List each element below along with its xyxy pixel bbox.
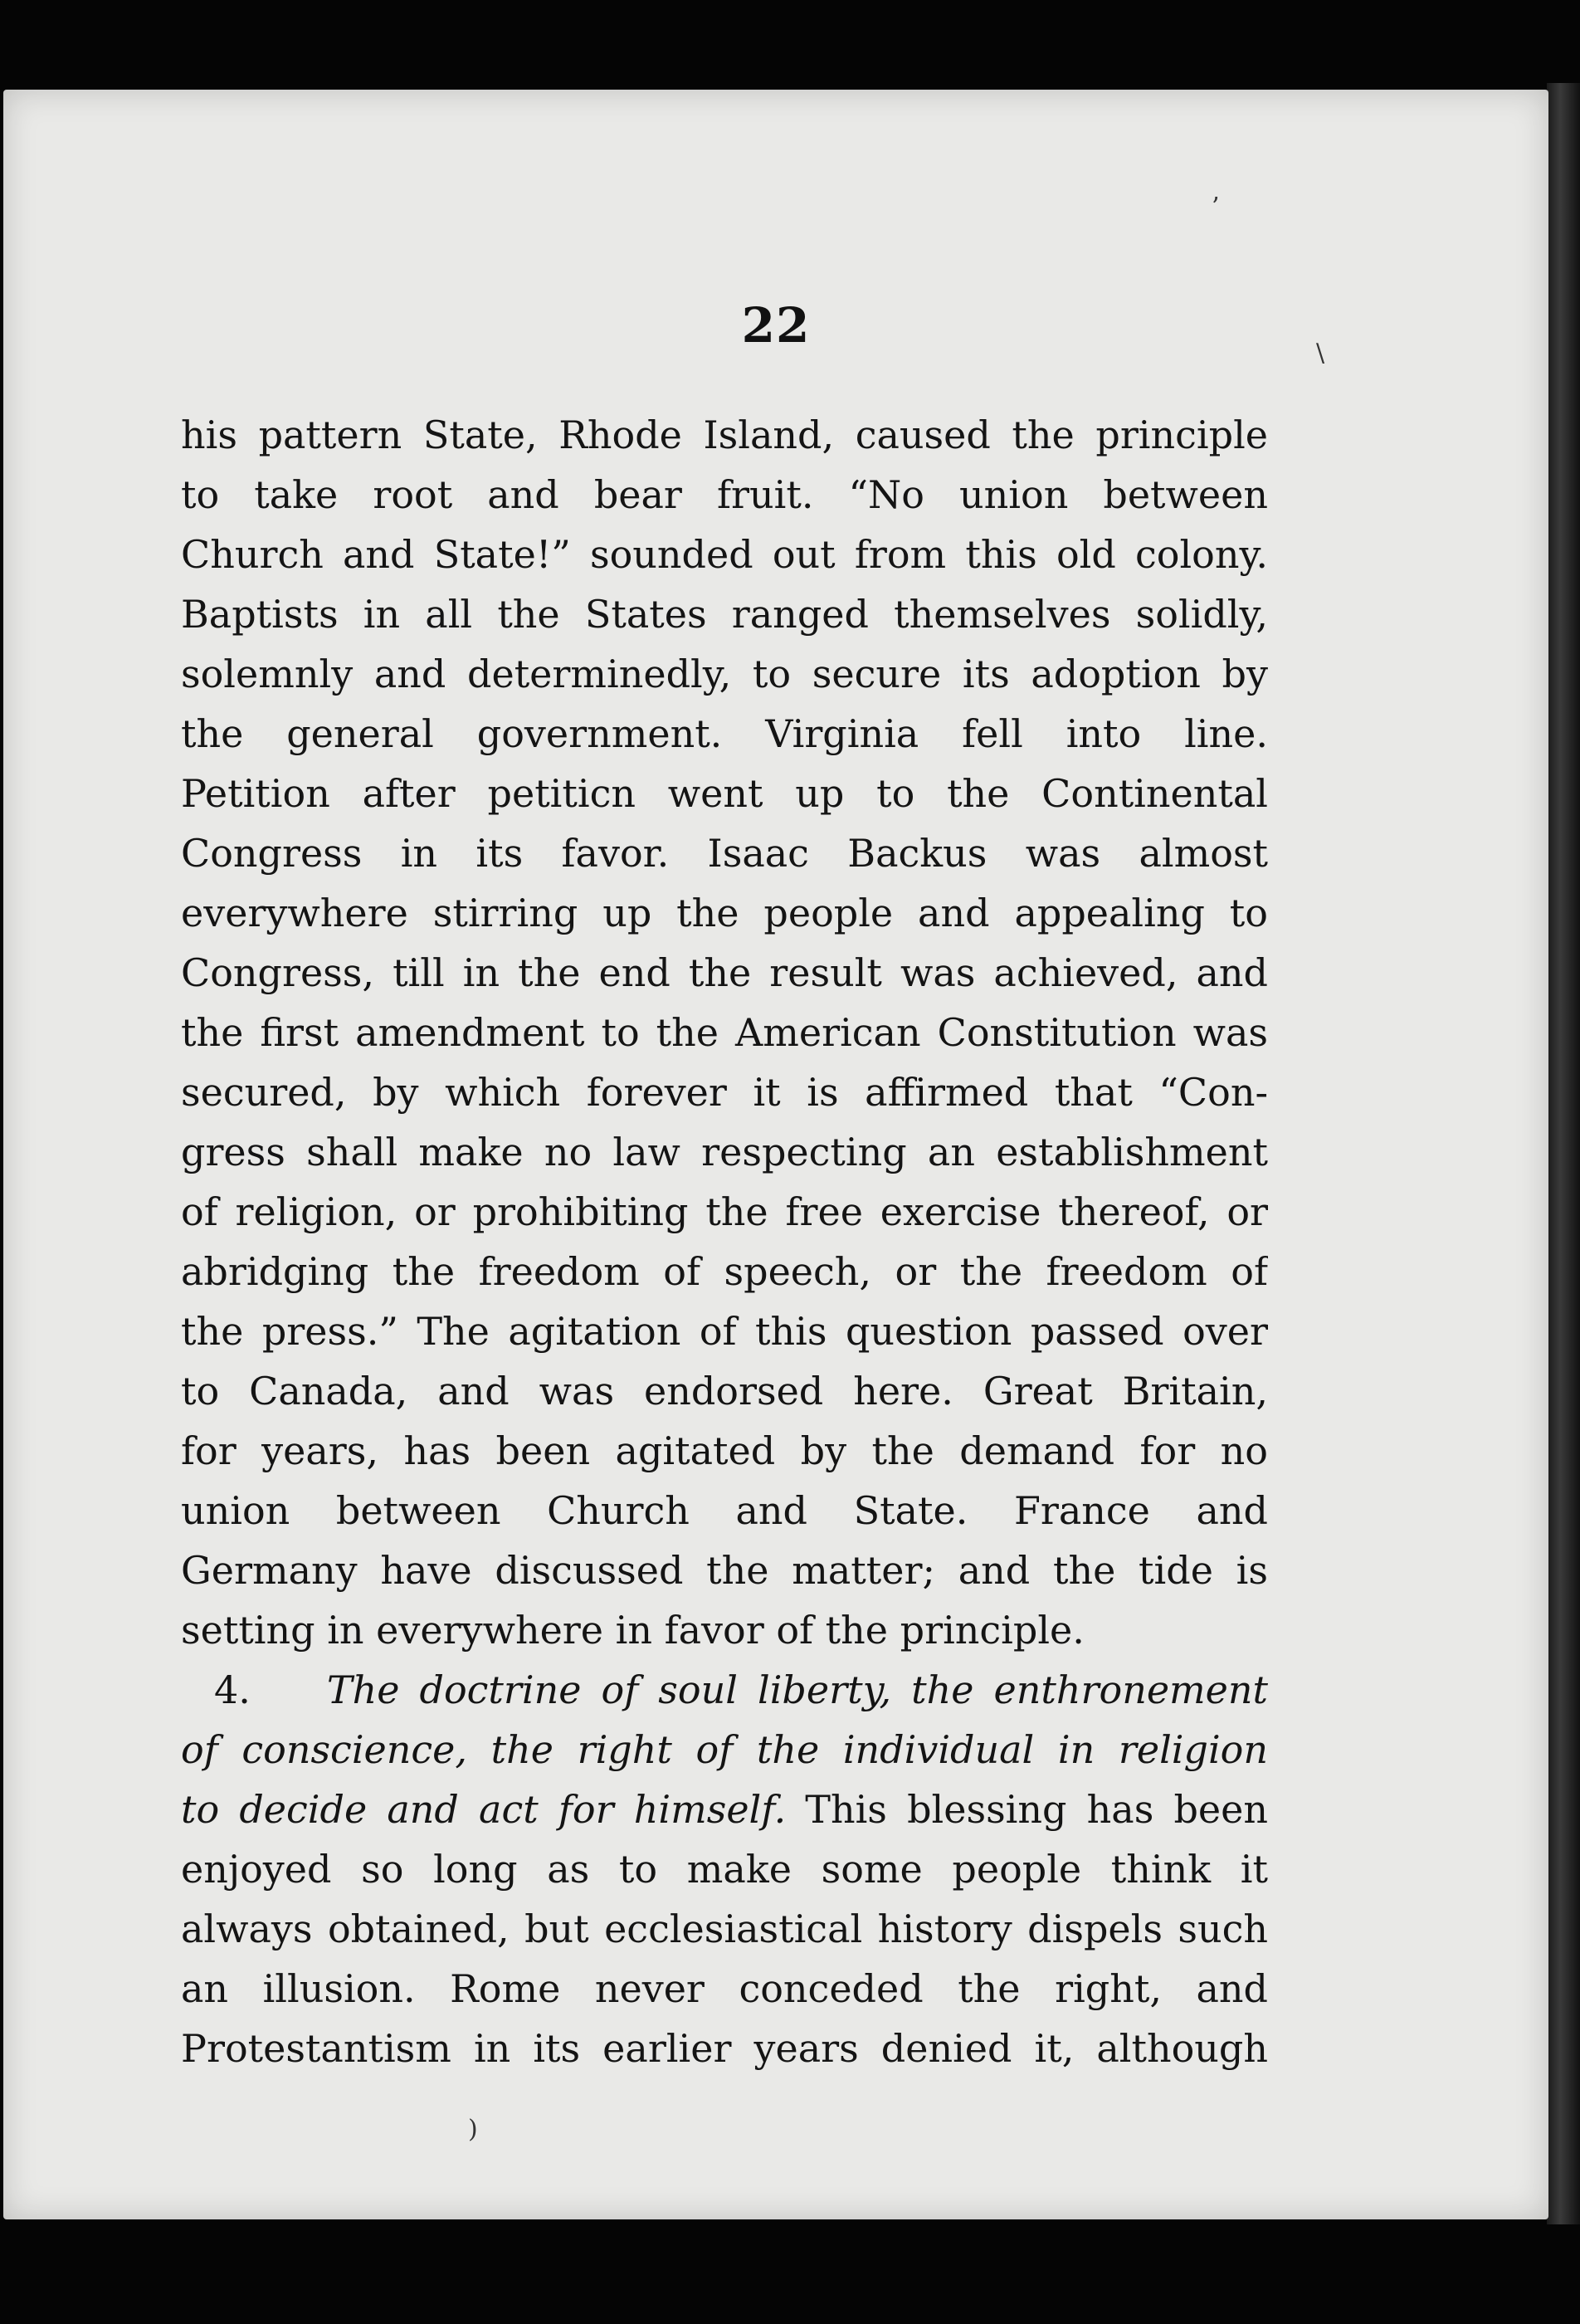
text-line: solemnly and determinedly, to secure its adoption by [181, 652, 1268, 696]
italic-heading-part: The doctrine of soul liberty, the enthronement [326, 1667, 1268, 1712]
italic-heading-part: to decide and act for himself. [181, 1787, 787, 1832]
text-line: abridging the freedom of speech, or the freedom of [181, 1249, 1268, 1294]
ink-smudge: ’ [1212, 193, 1220, 222]
text-line: the general government. Virginia fell into line. [181, 711, 1268, 756]
text-line: setting in everywhere in favor of the principle. [181, 1608, 1085, 1653]
text-line: the first amendment to the American Constitution was [181, 1010, 1268, 1055]
text-line: Germany have discussed the matter; and the tide is [181, 1548, 1268, 1593]
text-line: to take root and bear fruit. “No union between [181, 472, 1268, 517]
text-line: Congress, till in the end the result was achieved, and [181, 950, 1268, 995]
page-spine-shadow [1547, 83, 1580, 2224]
text-line-mixed [181, 1780, 1268, 1839]
text-line: everywhere stirring up the people and appealing to [181, 891, 1268, 935]
text-line: Church and State!” sounded out from this old colony. [181, 532, 1268, 577]
text-line: to Canada, and was endorsed here. Great Britain, [181, 1369, 1268, 1413]
text-line: Petition after petiticn went up to the Continental [181, 771, 1268, 816]
body-text [181, 405, 1268, 2078]
text-line: always obtained, but ecclesiastical history dispels such [181, 1907, 1268, 1951]
page-number: 22 [741, 297, 811, 354]
text-line: Congress in its favor. Isaac Backus was almost [181, 831, 1268, 876]
text-run: This blessing has been [805, 1787, 1268, 1832]
text-line: Baptists in all the States ranged themselves solidly, [181, 592, 1268, 637]
text-line: gress shall make no law respecting an establishment [181, 1130, 1268, 1174]
text-line: an illusion. Rome never conceded the right, and [181, 1966, 1268, 2011]
text-line: secured, by which forever it is affirmed that “Con- [181, 1070, 1268, 1115]
text-line: Protestantism in its earlier years denied it, although [181, 2026, 1268, 2071]
text-line: of religion, or prohibiting the free exercise thereof, or [181, 1189, 1268, 1234]
text-line: the press.” The agitation of this question passed over [181, 1309, 1268, 1354]
ink-smudge: \ [1316, 339, 1325, 368]
text-line-section-4-start [181, 1660, 1268, 1720]
italic-heading-part: of conscience, the right of the individual in religion [181, 1727, 1268, 1772]
text-line: enjoyed so long as to make some people think it [181, 1847, 1268, 1892]
text-line: his pattern State, Rhode Island, caused the principle [181, 413, 1268, 457]
text-line: for years, has been agitated by the demand for no [181, 1428, 1268, 1473]
ink-smudge: ) [468, 2115, 478, 2144]
text-line: union between Church and State. France and [181, 1488, 1268, 1533]
book-page [3, 90, 1548, 2219]
section-number: 4. [214, 1667, 251, 1712]
